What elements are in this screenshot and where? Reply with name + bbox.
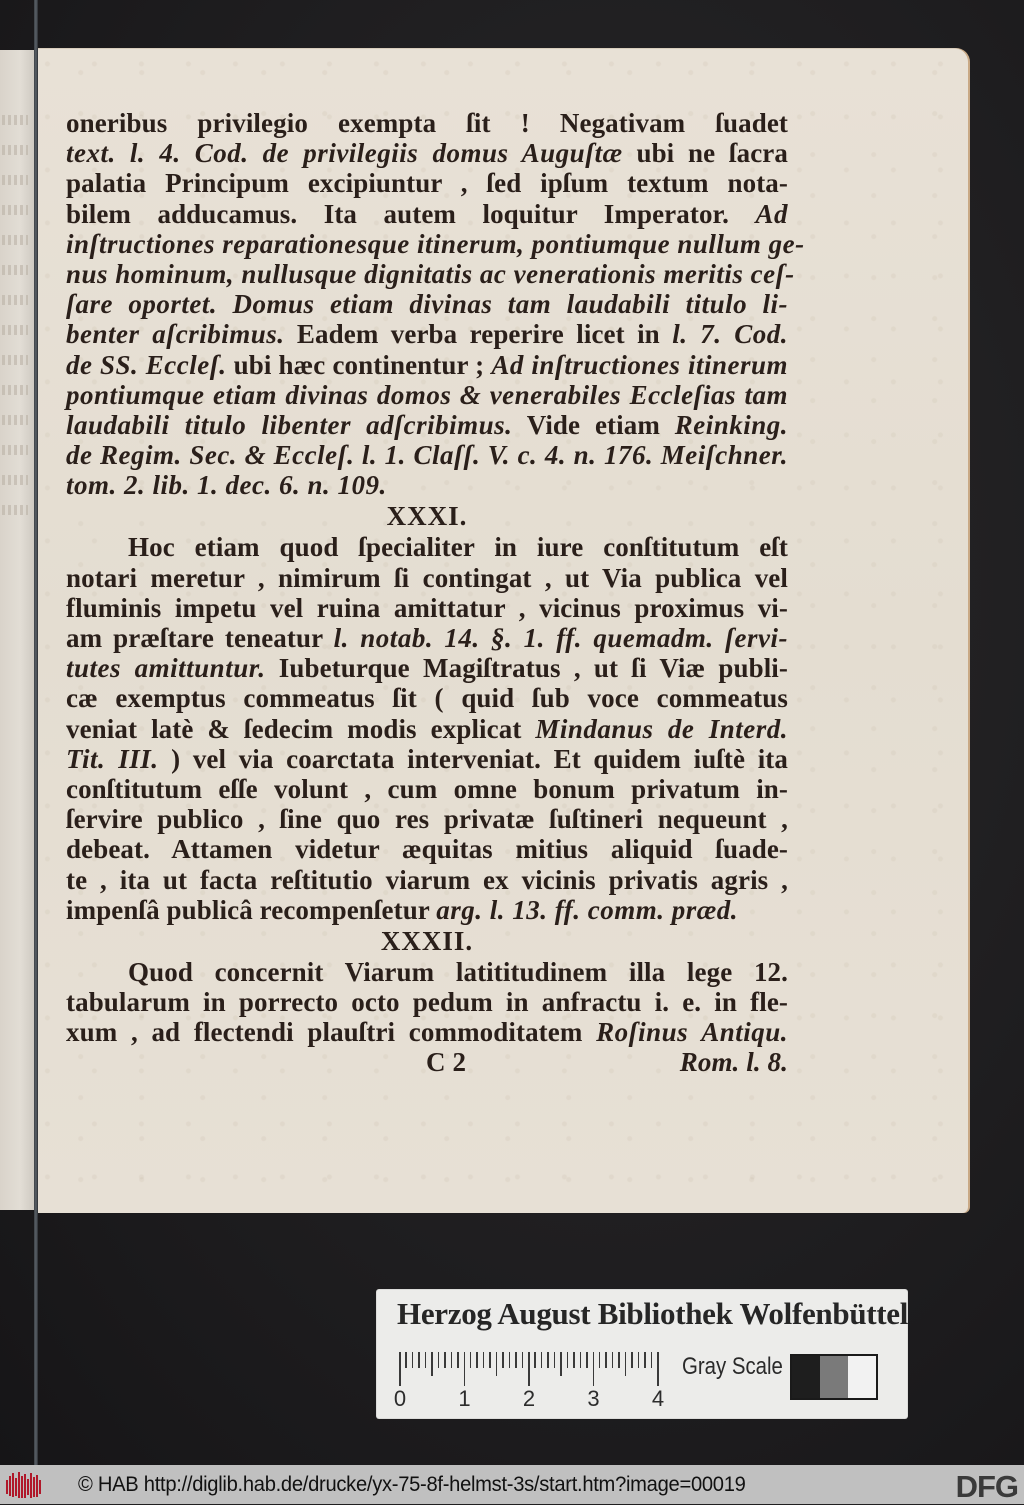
text-line bbox=[66, 683, 788, 713]
ruler-tick bbox=[451, 1352, 453, 1368]
body-text: Iubeturque Magiſtratus , ut ſi Viæ publi- bbox=[265, 653, 788, 684]
gray-swatch bbox=[820, 1356, 848, 1398]
text-line bbox=[66, 440, 788, 470]
section-heading: XXXII. bbox=[380, 925, 474, 956]
text-line bbox=[66, 653, 788, 683]
gray-swatch bbox=[848, 1356, 876, 1398]
citation-text: tutes amittuntur. bbox=[66, 653, 266, 684]
text-line bbox=[66, 380, 788, 410]
footer-bar bbox=[0, 1465, 1024, 1504]
copyright-url-link[interactable]: © HAB http://diglib.hab.de/drucke/yx-75-8f-helmst-3s/start.htm?image=00019 bbox=[78, 1472, 746, 1496]
text-line bbox=[66, 1017, 788, 1047]
body-text: ) vel via coarctata interveniat. Et quidem iuſtè ita bbox=[158, 743, 789, 774]
body-text: ſervire publico , ſine quo res privatæ ſuſtineri nequeunt , bbox=[66, 804, 788, 835]
citation-text: tom. 2. lib. 1. dec. 6. n. 109. bbox=[66, 470, 387, 501]
citation-text: laudabili titulo libenter adſcribimus. bbox=[66, 409, 513, 440]
body-text: palatia Principum excipiuntur , ſed ipſum textum nota- bbox=[66, 168, 788, 199]
citation-text: Ad bbox=[755, 198, 788, 229]
citation-text: l. notab. 14. §. 1. ff. quemadm. ſervi- bbox=[333, 623, 789, 653]
section-heading: XXXI. bbox=[386, 501, 468, 532]
bleed-through-text bbox=[2, 145, 28, 155]
ruler-tick bbox=[651, 1352, 653, 1368]
ruler-tick bbox=[534, 1352, 536, 1368]
ruler-tick bbox=[496, 1352, 498, 1376]
ruler-tick bbox=[412, 1352, 414, 1368]
text-line bbox=[66, 289, 788, 319]
bleed-through-text bbox=[2, 205, 28, 215]
text-line bbox=[66, 410, 788, 440]
ruler-tick bbox=[528, 1352, 530, 1386]
ruler-tick bbox=[593, 1352, 595, 1386]
text-line bbox=[66, 957, 788, 987]
ruler-tick bbox=[560, 1352, 562, 1376]
ruler-tick bbox=[405, 1352, 407, 1368]
body-text: ubi hæc continentur ; bbox=[226, 349, 492, 380]
ruler-tick bbox=[444, 1352, 446, 1368]
body-text: debeat. Attamen videtur æquitas mitius aliquid ſuade- bbox=[66, 834, 788, 865]
body-text: veniat latè & ſedecim modis explicat bbox=[66, 713, 536, 744]
citation-text: ſare oportet. Domus etiam divinas tam laudabili titulo li- bbox=[66, 289, 788, 320]
citation-text: Tit. III. bbox=[66, 743, 159, 774]
ruler-tick bbox=[644, 1352, 646, 1368]
body-text: Quod concernit Viarum latititudinem illa lege 12. bbox=[128, 956, 788, 987]
body-text: Eadem verba reperire licet in bbox=[284, 319, 673, 350]
ruler-tick bbox=[625, 1352, 627, 1376]
ruler-tick bbox=[502, 1352, 504, 1368]
bleed-through-text bbox=[2, 385, 28, 395]
bleed-through-text bbox=[2, 265, 28, 275]
ruler-tick bbox=[612, 1352, 614, 1368]
text-line bbox=[66, 774, 788, 804]
citation-text: nus hominum, nullusque dignitatis ac venerationis meritis ceſ- bbox=[66, 258, 795, 289]
body-text: Hoc etiam quod ſpecialiter in iure conſtitutum eſt bbox=[128, 532, 788, 563]
ruler-tick bbox=[580, 1352, 582, 1368]
text-line bbox=[66, 563, 788, 593]
citation-text: de SS. Eccleſ. bbox=[66, 349, 227, 380]
ruler-tick bbox=[541, 1352, 543, 1368]
gray-swatch bbox=[792, 1356, 820, 1398]
dfg-logo[interactable]: DFG bbox=[955, 1469, 1018, 1504]
ruler-tick bbox=[554, 1352, 556, 1368]
text-line bbox=[66, 168, 788, 198]
body-text: oneribus privilegio exempta ſit ! Negativam ſuadet bbox=[66, 108, 788, 138]
text-line bbox=[66, 744, 788, 774]
ruler-tick bbox=[638, 1352, 640, 1368]
ruler-tick bbox=[547, 1352, 549, 1368]
body-text: conſtitutum eſſe volunt , cum omne bonum privatum in- bbox=[66, 773, 788, 804]
body-text: bilem adducamus. Ita autem loquitur Imperator. bbox=[66, 198, 756, 229]
ruler-label: 1 bbox=[458, 1386, 471, 1411]
body-text: notari meretur , nimirum ſi contingat , ut Via publica vel bbox=[66, 562, 788, 593]
ruler-tick bbox=[476, 1352, 478, 1368]
ruler-tick bbox=[470, 1352, 472, 1368]
body-text: am præſtare teneatur bbox=[66, 623, 334, 653]
bleed-through-text bbox=[2, 325, 28, 335]
citation-text: Reinking. bbox=[674, 409, 788, 440]
bleed-through-text bbox=[2, 115, 28, 125]
text-line bbox=[66, 895, 788, 925]
text-line bbox=[66, 470, 788, 500]
citation-text: Mindanus de Interd. bbox=[535, 713, 788, 744]
ruler-tick bbox=[522, 1352, 524, 1368]
library-name: Herzog August Bibliothek Wolfenbüttel bbox=[397, 1296, 909, 1331]
text-line bbox=[66, 593, 788, 623]
gray-scale-swatches bbox=[790, 1354, 878, 1400]
page-text bbox=[66, 108, 805, 1078]
citation-text: pontiumque etiam divinas domos & venerabiles Eccleſias tam bbox=[66, 379, 788, 410]
ruler-tick bbox=[509, 1352, 511, 1368]
ruler-tick bbox=[457, 1352, 459, 1368]
text-line bbox=[66, 108, 788, 138]
body-text: Vide etiam bbox=[512, 409, 675, 440]
text-line bbox=[66, 714, 788, 744]
bleed-through-text bbox=[2, 505, 28, 515]
citation-text: Ad inſtructiones itinerum bbox=[491, 349, 788, 380]
ruler-label: 0 bbox=[393, 1386, 407, 1411]
text-line bbox=[66, 319, 788, 349]
text-line bbox=[66, 987, 788, 1017]
bleed-through-text bbox=[2, 415, 28, 425]
body-text: cæ exemptus commeatus ſit ( quid ſub voce commeatus bbox=[66, 683, 788, 714]
ruler-tick bbox=[418, 1352, 420, 1368]
text-line bbox=[66, 834, 788, 864]
body-text: impenſâ publicâ recompenſetur bbox=[66, 894, 437, 925]
text-line bbox=[66, 228, 805, 259]
ruler-tick bbox=[573, 1352, 575, 1368]
ruler-label: 4 bbox=[651, 1386, 665, 1411]
body-text: xum , ad flectendi plauſtri commoditatem bbox=[66, 1017, 597, 1048]
citation-text: inſtructiones reparationesque itinerum, pontiumque nullum ge- bbox=[66, 228, 805, 259]
citation-text: Roſinus Antiqu. bbox=[596, 1017, 788, 1048]
text-line bbox=[66, 350, 788, 380]
ruler-tick bbox=[567, 1352, 569, 1368]
bleed-through-text bbox=[2, 475, 28, 485]
ruler-tick bbox=[599, 1352, 601, 1368]
bleed-through-text bbox=[2, 175, 28, 185]
text-line bbox=[66, 623, 788, 653]
centimeter-ruler bbox=[393, 1352, 665, 1412]
citation-text: text. l. 4. Cod. de privilegiis domus Auguſtæ bbox=[66, 138, 623, 169]
text-line bbox=[66, 804, 788, 834]
text-line bbox=[66, 865, 788, 895]
body-text: te , ita ut facta reſtitutio viarum ex vicinis privatis agris , bbox=[66, 864, 788, 895]
citation-text: benter aſcribimus. bbox=[66, 319, 285, 350]
ruler-tick bbox=[657, 1352, 659, 1386]
calibration-card bbox=[377, 1290, 907, 1418]
ruler-tick bbox=[605, 1352, 607, 1368]
ruler-tick bbox=[431, 1352, 433, 1376]
ruler-tick bbox=[438, 1352, 440, 1368]
bleed-through-text bbox=[2, 235, 28, 245]
ruler-tick bbox=[483, 1352, 485, 1368]
ruler-tick bbox=[464, 1352, 466, 1386]
ruler-tick bbox=[489, 1352, 491, 1368]
ruler-tick bbox=[515, 1352, 517, 1368]
hab-logo-icon[interactable] bbox=[4, 1470, 48, 1500]
body-text: ubi ne ſacra bbox=[622, 138, 788, 169]
ruler-tick bbox=[399, 1352, 401, 1386]
citation-text: l. 7. Cod. bbox=[672, 319, 788, 350]
text-line bbox=[66, 532, 788, 562]
ruler-tick bbox=[631, 1352, 633, 1368]
ruler-label: 2 bbox=[522, 1386, 536, 1411]
body-text: fluminis impetu vel ruina amittatur , vicinus proximus vi- bbox=[66, 592, 788, 623]
ruler-tick bbox=[586, 1352, 588, 1368]
citation-text: de Regim. Sec. & Eccleſ. l. 1. Claſſ. V. c. 4. n. 176. Meiſchner. bbox=[66, 440, 788, 471]
text-line bbox=[66, 199, 788, 229]
body-text: tabularum in porrecto octo pedum in anfractu i. e. in fle- bbox=[66, 987, 788, 1018]
bleed-through-text bbox=[2, 355, 28, 365]
page-footer-line bbox=[66, 1047, 788, 1077]
gray-scale-label: Gray Scale bbox=[682, 1353, 783, 1380]
ruler-tick bbox=[618, 1352, 620, 1368]
catchword: Rom. l. 8. bbox=[679, 1047, 788, 1078]
signature-mark: C 2 bbox=[426, 1047, 467, 1078]
text-line bbox=[66, 138, 788, 168]
ruler-tick bbox=[425, 1352, 427, 1368]
bleed-through-text bbox=[2, 445, 28, 455]
citation-text: arg. l. 13. ff. comm. præd. bbox=[436, 894, 739, 925]
facing-page-edge bbox=[0, 50, 36, 1210]
bleed-through-text bbox=[2, 295, 28, 305]
ruler-label: 3 bbox=[587, 1386, 600, 1411]
text-line bbox=[66, 258, 795, 289]
